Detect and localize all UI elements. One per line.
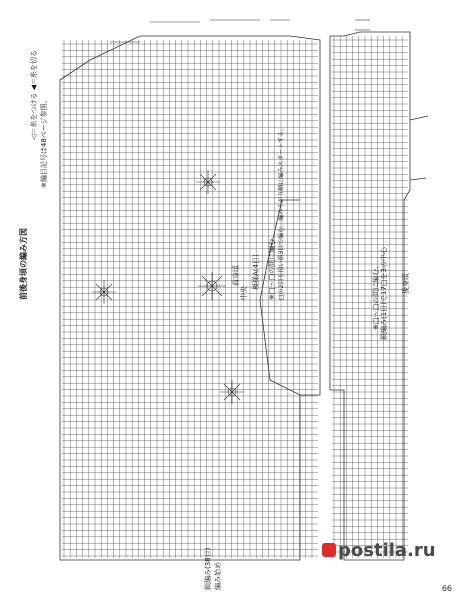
page-number: 66 <box>441 584 452 593</box>
flower-motif-4 <box>220 380 244 404</box>
watermark: postila.ru <box>338 540 436 561</box>
flower-motif-2 <box>92 280 116 304</box>
front-body-label: 前身頃 <box>232 265 240 286</box>
back-pick-note: ※□〜□の間に編む。 <box>372 261 380 330</box>
start-chain-label: 鎖編み(38目) <box>204 547 212 590</box>
bottom-start-note: 編み始め <box>214 562 222 590</box>
back-stitch-note: 鎖編み(1目)で17□を3の中心 <box>380 247 388 340</box>
legend-note: ※編目記号は48ページ参照。 <box>40 96 48 188</box>
front-center-note: ※□〜□の間に編む <box>268 238 276 300</box>
flower-motif-1 <box>196 170 220 194</box>
row-arrows <box>110 20 370 42</box>
legend-symbols: ◁＝糸をつける ◀＝糸を切る <box>30 50 38 140</box>
diagram-title: 前後身頃の編み方図 <box>19 228 28 300</box>
watermark-logo <box>322 543 336 557</box>
center-mark: 中央 <box>240 286 248 300</box>
motif-a-label: 模様A(4目) <box>252 254 260 290</box>
back-body-label: 後身頃 <box>402 273 410 294</box>
flower-motif-3 <box>198 272 226 300</box>
stitch-note-main: □の2目を拾い鎖3目で編む。編み下がり順に編みスタートする。 <box>278 124 285 300</box>
